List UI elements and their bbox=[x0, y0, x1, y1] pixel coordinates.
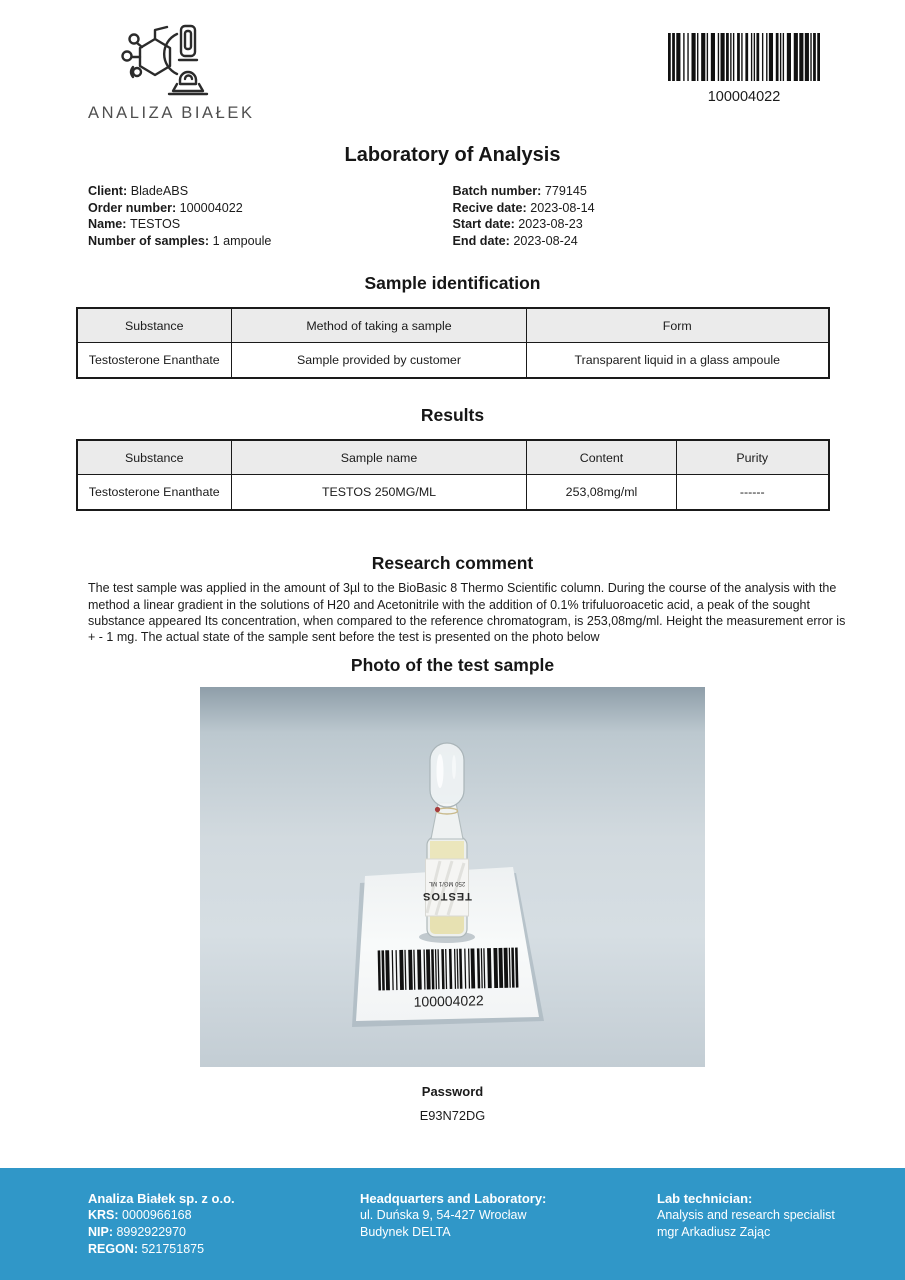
footer-nip bbox=[88, 1224, 360, 1241]
info-samples bbox=[88, 233, 453, 250]
footer-headquarters bbox=[360, 1190, 657, 1258]
info-order-number bbox=[88, 200, 453, 217]
info-end-date bbox=[453, 233, 818, 250]
col-purity: Purity bbox=[677, 440, 829, 474]
order-barcode-number: 100004022 bbox=[707, 89, 781, 105]
info-batch bbox=[453, 183, 818, 200]
col-substance: Substance bbox=[77, 308, 232, 342]
brand bbox=[88, 22, 255, 123]
sample-photo-scene bbox=[200, 687, 705, 1067]
table-header-row bbox=[77, 308, 829, 342]
cell-form: Transparent liquid in a glass ampoule bbox=[527, 342, 829, 378]
password-block bbox=[0, 1084, 905, 1123]
info-name bbox=[88, 216, 453, 233]
ampoule-highlight bbox=[437, 754, 444, 788]
ampoule-label-strength: 250 MG/1 ML bbox=[428, 880, 466, 887]
info-client bbox=[88, 183, 453, 200]
info-batch-value: 779145 bbox=[544, 184, 587, 198]
footer-regon-value: 521751875 bbox=[141, 1242, 205, 1256]
order-barcode bbox=[668, 33, 820, 81]
table-row bbox=[77, 342, 829, 378]
order-info-right bbox=[453, 183, 818, 249]
order-info-left bbox=[88, 183, 453, 249]
info-order-number-value: 100004022 bbox=[179, 200, 243, 215]
info-start-date-value: 2023-08-23 bbox=[518, 217, 583, 232]
info-start-date bbox=[453, 216, 818, 233]
footer-hq-label: Headquarters and Laboratory: bbox=[360, 1191, 547, 1206]
info-recive-date-label: Recive date: bbox=[452, 200, 527, 215]
footer-company bbox=[88, 1190, 360, 1258]
info-recive-date-value: 2023-08-14 bbox=[530, 200, 595, 215]
footer-krs-label: KRS: bbox=[88, 1208, 119, 1222]
order-barcode-block bbox=[668, 33, 820, 105]
footer-regon bbox=[88, 1241, 360, 1258]
ampoule-bulb bbox=[430, 743, 464, 807]
document-title: Laboratory of Analysis bbox=[344, 144, 561, 166]
sample-identification-table bbox=[76, 307, 830, 379]
info-start-date-label: Start date: bbox=[452, 217, 515, 232]
password-label: Password bbox=[421, 1084, 484, 1100]
info-samples-label: Number of samples: bbox=[88, 233, 210, 248]
info-order-number-label: Order number: bbox=[88, 200, 177, 215]
col-method: Method of taking a sample bbox=[232, 308, 527, 342]
info-recive-date bbox=[453, 200, 818, 217]
sample-photo bbox=[200, 687, 705, 1067]
col-content: Content bbox=[527, 440, 677, 474]
info-name-value: TESTOS bbox=[130, 217, 181, 232]
table-header-row bbox=[77, 440, 829, 474]
cell-method: Sample provided by customer bbox=[232, 342, 527, 378]
header bbox=[0, 0, 905, 130]
footer-tech-name: mgr Arkadiusz Zając bbox=[657, 1225, 771, 1239]
password-value: E93N72DG bbox=[419, 1108, 486, 1124]
footer-technician bbox=[657, 1190, 897, 1258]
footer-tech-label: Lab technician: bbox=[657, 1191, 753, 1206]
results-heading: Results bbox=[420, 405, 485, 426]
ampoule-break-dot bbox=[435, 807, 440, 812]
info-end-date-value: 2023-08-24 bbox=[513, 233, 578, 248]
footer-hq-building: Budynek DELTA bbox=[360, 1225, 451, 1239]
footer-nip-value: 8992922970 bbox=[116, 1225, 187, 1239]
lab-logo-icon bbox=[93, 22, 243, 102]
sample-identification-heading: Sample identification bbox=[364, 273, 541, 294]
table-row bbox=[77, 474, 829, 510]
photo-barcode-number: 100004022 bbox=[413, 992, 484, 1010]
results-table bbox=[76, 439, 830, 511]
footer-columns bbox=[0, 1168, 905, 1258]
footer-hq-address: ul. Duńska 9, 54-427 Wrocław bbox=[360, 1208, 527, 1222]
footer-company-name: Analiza Białek sp. z o.o. bbox=[88, 1191, 235, 1206]
ampoule-label-name: TESTOS bbox=[422, 890, 472, 903]
order-info bbox=[88, 183, 817, 249]
brand-name: ANALIZA BIAŁEK bbox=[88, 104, 255, 122]
info-client-value: BladeABS bbox=[130, 184, 189, 198]
footer bbox=[0, 1168, 905, 1280]
col-sample-name: Sample name bbox=[232, 440, 527, 474]
ampoule-highlight-2 bbox=[452, 755, 456, 779]
research-comment-text: The test sample was applied in the amount of 3µl to the BioBasic 8 Thermo Scientific column. During the course of the analysis with the method a linear gradient in the solutions of H20 and Acetonitrile with the addition of 0.1% trifuluoroacetic acid, a peak of the sought substance appeared Its concentration, when compared to the reference chromatogram, is 253,08mg/ml. Height the measurement error is + - 1 mg. The actual state of the sample sent before the test is presented on the photo below bbox=[88, 581, 846, 644]
footer-tech-role: Analysis and research specialist bbox=[657, 1208, 835, 1222]
info-name-label: Name: bbox=[88, 217, 127, 232]
col-form: Form bbox=[527, 308, 829, 342]
cell-content: 253,08mg/ml bbox=[527, 474, 677, 510]
cell-purity: ------ bbox=[677, 474, 829, 510]
cell-substance: Testosterone Enanthate bbox=[77, 474, 232, 510]
col-substance: Substance bbox=[77, 440, 232, 474]
footer-regon-label: REGON: bbox=[88, 1242, 138, 1256]
cell-substance: Testosterone Enanthate bbox=[77, 342, 232, 378]
footer-krs-value: 0000966168 bbox=[122, 1208, 192, 1222]
info-client-label: Client: bbox=[88, 184, 128, 198]
info-batch-label: Batch number: bbox=[452, 184, 542, 198]
research-comment-heading: Research comment bbox=[371, 553, 534, 574]
info-samples-value: 1 ampoule bbox=[212, 233, 272, 248]
photo-heading: Photo of the test sample bbox=[350, 655, 555, 676]
info-end-date-label: End date: bbox=[452, 233, 510, 248]
footer-krs bbox=[88, 1207, 360, 1224]
cell-sample-name: TESTOS 250MG/ML bbox=[232, 474, 527, 510]
footer-nip-label: NIP: bbox=[88, 1225, 113, 1239]
